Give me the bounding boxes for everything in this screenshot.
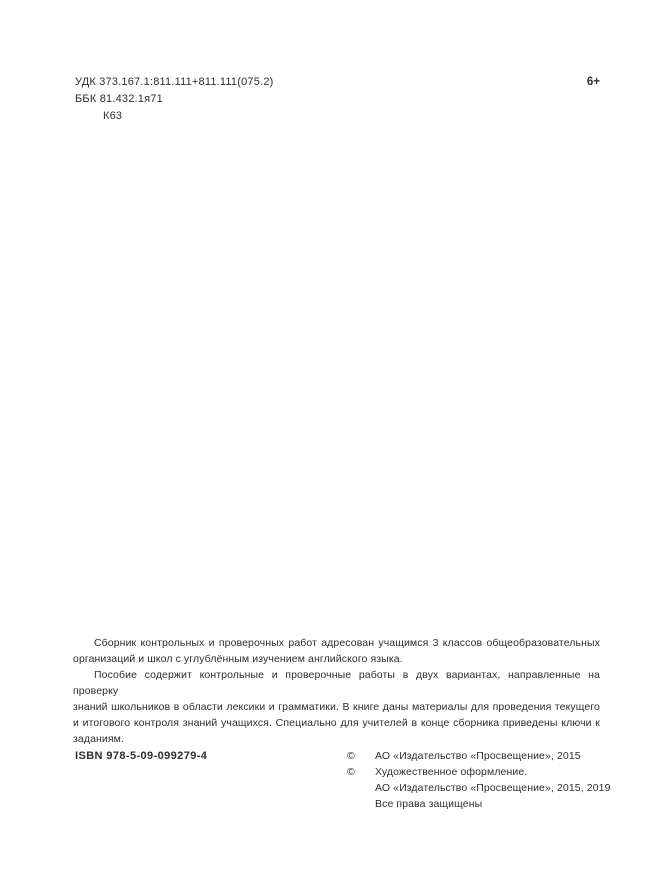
copyright-symbol: © (347, 766, 355, 778)
copyright-text: АО «Издательство «Просвещение», 2015 (375, 750, 581, 762)
annotation-line: Пособие содержит контрольные и проверочные работы в двух вариантах, направленные на проверку (73, 669, 600, 697)
annotation-line: организаций и школ с углублённым изучением английского языка. (73, 653, 403, 665)
copyright-line (347, 796, 611, 812)
annotation-line: заданиям. (73, 733, 125, 745)
copyright-block (347, 748, 611, 812)
udk-code: УДК 373.167.1:811.111+811.111(075.2) (75, 76, 274, 88)
copyright-text: Все права защищены (375, 798, 483, 810)
copyright-text: Художественное оформление. (375, 766, 528, 778)
classification-codes (75, 74, 274, 125)
isbn: ISBN 978-5-09-099279-4 (75, 750, 208, 762)
copyright-symbol (347, 780, 375, 796)
author-sign-code: К63 (103, 110, 123, 122)
copyright-line (347, 780, 611, 796)
age-rating-badge: 6+ (586, 76, 600, 88)
annotation-line: Сборник контрольных и проверочных работ адресован учащимся 3 классов общеобразовательных (94, 637, 600, 649)
copyright-line (347, 748, 611, 764)
copyright-symbol: © (347, 750, 355, 762)
bbk-code: ББК 81.432.1я71 (75, 93, 163, 105)
annotation-block (73, 635, 600, 747)
copyright-line (347, 764, 611, 780)
copyright-symbol (347, 796, 375, 812)
copyright-text: АО «Издательство «Просвещение», 2015, 2019 (375, 782, 611, 794)
annotation-line: знаний школьников в области лексики и грамматики. В книге даны материалы для проведения текущего (73, 701, 600, 713)
annotation-line: и итогового контроля знаний учащихся. Специально для учителей в конце сборника приведены ключи к (73, 717, 600, 729)
